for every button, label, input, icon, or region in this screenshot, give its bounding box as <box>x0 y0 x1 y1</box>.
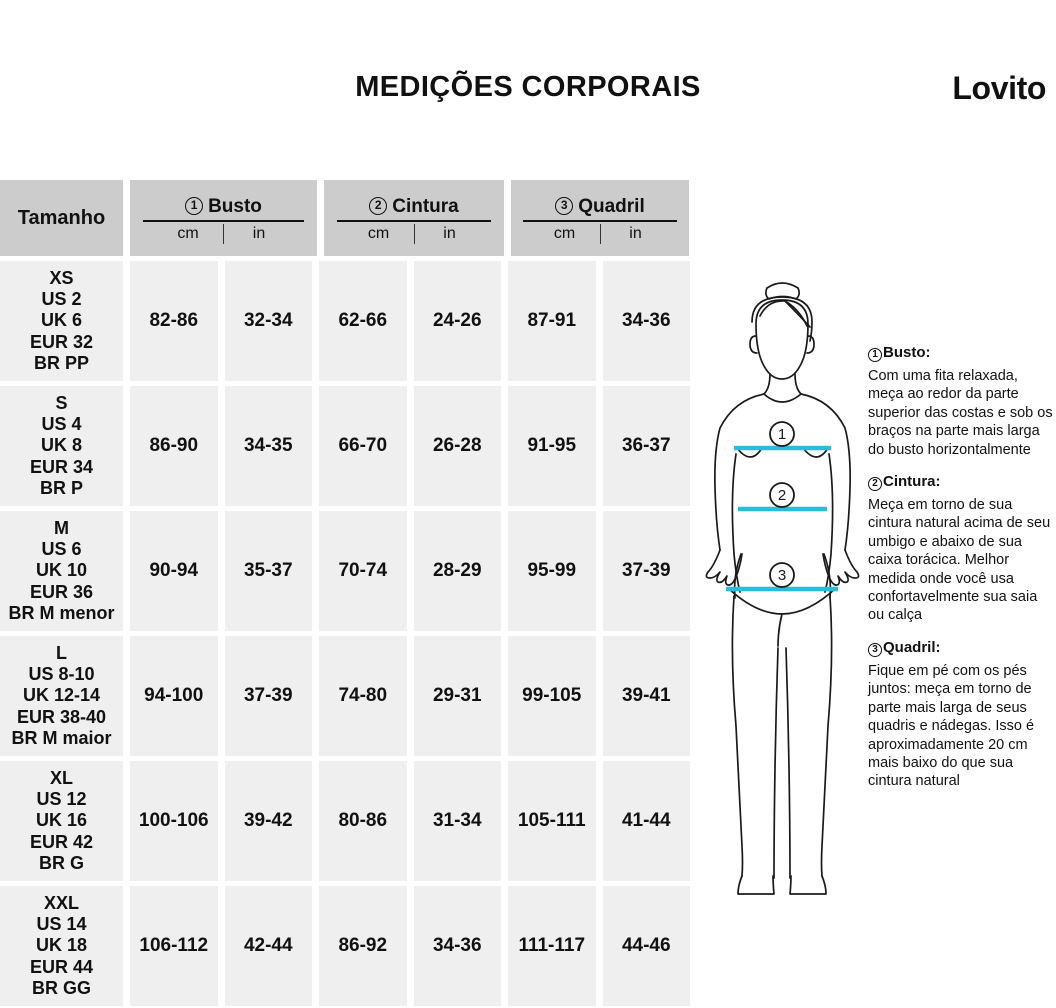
column-header-size: Tamanho <box>0 180 123 256</box>
size-name-line: UK 10 <box>35 560 87 581</box>
body-figure-illustration <box>690 258 875 898</box>
unit-in: in <box>443 224 456 242</box>
size-name-line: US 6 <box>41 539 82 560</box>
cell-size-name <box>0 761 123 881</box>
cell-quadril-in: 34-36 <box>603 261 691 381</box>
cell-cintura-in: 28-29 <box>414 511 502 631</box>
table-row <box>0 511 690 631</box>
figure-marker-3-label: 3 <box>777 567 787 584</box>
group-units-busto <box>153 224 294 244</box>
size-name-line: M <box>53 518 69 539</box>
cell-quadril-cm: 105-111 <box>508 761 596 881</box>
size-name-line: BR M menor <box>8 602 115 623</box>
figure-marker-2-label: 2 <box>777 487 787 504</box>
cell-busto-in: 32-34 <box>225 261 313 381</box>
brand-logo: Lovito <box>952 70 1046 106</box>
guide-heading-cintura <box>868 473 1056 491</box>
unit-cm: cm <box>177 224 199 242</box>
group-title-quadril <box>555 197 645 219</box>
guide-block-quadril <box>868 639 1056 791</box>
cell-quadril-in: 44-46 <box>603 886 691 1006</box>
cell-cintura-in: 31-34 <box>414 761 502 881</box>
cell-busto-cm: 106-112 <box>130 886 218 1006</box>
table-header-row <box>0 180 690 256</box>
table-row <box>0 761 690 881</box>
cell-quadril-in: 41-44 <box>603 761 691 881</box>
group-title-busto <box>185 197 262 219</box>
table-row <box>0 261 690 381</box>
table-row <box>0 636 690 756</box>
size-name-line: UK 12-14 <box>22 685 101 706</box>
column-header-group-cintura <box>324 180 504 256</box>
marker-2-icon: 2 <box>369 197 387 215</box>
cell-size-name <box>0 386 123 506</box>
cell-cintura-cm: 74-80 <box>319 636 407 756</box>
size-name-line: UK 18 <box>35 935 88 956</box>
cell-busto-in: 34-35 <box>225 386 313 506</box>
size-name-line: L <box>55 643 67 664</box>
marker-3-icon: 3 <box>555 197 573 215</box>
size-name-line: EUR 34 <box>29 456 94 477</box>
cell-cintura-in: 29-31 <box>414 636 502 756</box>
cell-cintura-in: 34-36 <box>414 886 502 1006</box>
size-name-line: UK 8 <box>40 435 82 456</box>
size-name-line: US 4 <box>41 414 82 435</box>
guide-text-busto: Com uma fita relaxada, meça ao redor da parte superior das costas e sob os braços na parte mais larga do busto horizontalmente <box>868 368 1053 458</box>
cell-quadril-cm: 99-105 <box>508 636 596 756</box>
group-label-busto: Busto <box>208 195 262 217</box>
cell-busto-cm: 100-106 <box>130 761 218 881</box>
size-name-line: EUR 38-40 <box>16 706 107 727</box>
cell-busto-cm: 82-86 <box>130 261 218 381</box>
cell-cintura-cm: 66-70 <box>319 386 407 506</box>
cell-busto-cm: 90-94 <box>130 511 218 631</box>
size-name-line: US 12 <box>36 789 87 810</box>
group-title-cintura <box>369 197 459 219</box>
cell-cintura-cm: 80-86 <box>319 761 407 881</box>
guide-block-busto <box>868 344 1056 459</box>
group-label-quadril: Quadril <box>578 195 645 217</box>
column-header-group-quadril <box>511 180 689 256</box>
group-units-cintura <box>344 224 485 244</box>
marker-3-icon: 3 <box>868 643 882 657</box>
measurement-guide <box>868 344 1056 805</box>
size-name-line: UK 6 <box>40 310 82 331</box>
cell-size-name <box>0 261 123 381</box>
figure-marker-1-label: 1 <box>777 426 787 443</box>
cell-size-name <box>0 886 123 1006</box>
cell-busto-cm: 86-90 <box>130 386 218 506</box>
cell-cintura-in: 24-26 <box>414 261 502 381</box>
group-rule <box>143 220 304 222</box>
size-name-line: US 2 <box>41 289 82 310</box>
cell-cintura-in: 26-28 <box>414 386 502 506</box>
cell-quadril-cm: 111-117 <box>508 886 596 1006</box>
size-name-line: BR G <box>39 852 84 873</box>
cell-cintura-cm: 62-66 <box>319 261 407 381</box>
guide-heading-label: Busto: <box>883 344 931 361</box>
cell-busto-in: 35-37 <box>225 511 313 631</box>
cell-size-name <box>0 511 123 631</box>
marker-1-icon: 1 <box>185 197 203 215</box>
cell-cintura-cm: 70-74 <box>319 511 407 631</box>
guide-text-cintura: Meça em torno de sua cintura natural acima de seu umbigo e abaixo de sua caixa torácica. Melhor medida onde você usa confortavelmente sua saia ou calça <box>868 497 1051 624</box>
unit-cm: cm <box>553 224 576 242</box>
guide-heading-busto <box>868 344 1056 362</box>
size-name-line: XS <box>49 268 74 289</box>
size-name-line: EUR 32 <box>29 331 94 352</box>
column-header-group-busto <box>130 180 317 256</box>
unit-cm: cm <box>367 224 390 242</box>
guide-heading-label: Quadril: <box>883 638 941 656</box>
guide-heading-label: Cintura: <box>883 473 941 491</box>
size-name-line: EUR 44 <box>29 956 94 977</box>
cell-quadril-cm: 91-95 <box>508 386 596 506</box>
unit-in: in <box>629 224 642 242</box>
size-name-line: XL <box>49 768 73 789</box>
cell-quadril-in: 37-39 <box>603 511 691 631</box>
table-row <box>0 386 690 506</box>
size-name-line: BR PP <box>33 352 89 373</box>
size-name-line: US 8-10 <box>28 664 95 685</box>
unit-in: in <box>252 224 266 242</box>
size-name-line: BR GG <box>31 977 91 998</box>
size-name-line: BR P <box>39 477 83 498</box>
group-units-quadril <box>530 224 671 244</box>
size-name-line: BR M maior <box>11 727 112 748</box>
guide-heading-quadril <box>868 639 1056 657</box>
guide-block-cintura <box>868 473 1056 625</box>
cell-size-name <box>0 636 123 756</box>
cell-busto-in: 42-44 <box>225 886 313 1006</box>
size-name-line: US 14 <box>36 914 87 935</box>
marker-1-icon: 1 <box>868 348 882 362</box>
size-name-line: S <box>55 393 68 414</box>
size-name-line: UK 16 <box>35 810 88 831</box>
table-body <box>0 261 690 1006</box>
cell-cintura-cm: 86-92 <box>319 886 407 1006</box>
cell-quadril-in: 36-37 <box>603 386 691 506</box>
table-row <box>0 886 690 1006</box>
marker-2-icon: 2 <box>868 477 882 491</box>
cell-quadril-cm: 95-99 <box>508 511 596 631</box>
cell-busto-in: 37-39 <box>225 636 313 756</box>
guide-text-quadril: Fique em pé com os pés juntos: meça em torno de parte mais larga de seus quadris e nádegas. Isso é aproximadamente 20 cm mais baixo do que sua cintura natural <box>868 662 1035 790</box>
size-name-line: XXL <box>43 893 79 914</box>
cell-quadril-in: 39-41 <box>603 636 691 756</box>
cell-busto-cm: 94-100 <box>130 636 218 756</box>
size-name-line: EUR 36 <box>29 581 93 602</box>
group-rule <box>523 220 676 222</box>
cell-quadril-cm: 87-91 <box>508 261 596 381</box>
size-table <box>0 180 690 1008</box>
size-name-line: EUR 42 <box>29 831 94 852</box>
cell-busto-in: 39-42 <box>225 761 313 881</box>
group-rule <box>337 220 492 222</box>
group-label-cintura: Cintura <box>392 195 459 217</box>
page-title: MEDIÇÕES CORPORAIS <box>355 71 701 103</box>
